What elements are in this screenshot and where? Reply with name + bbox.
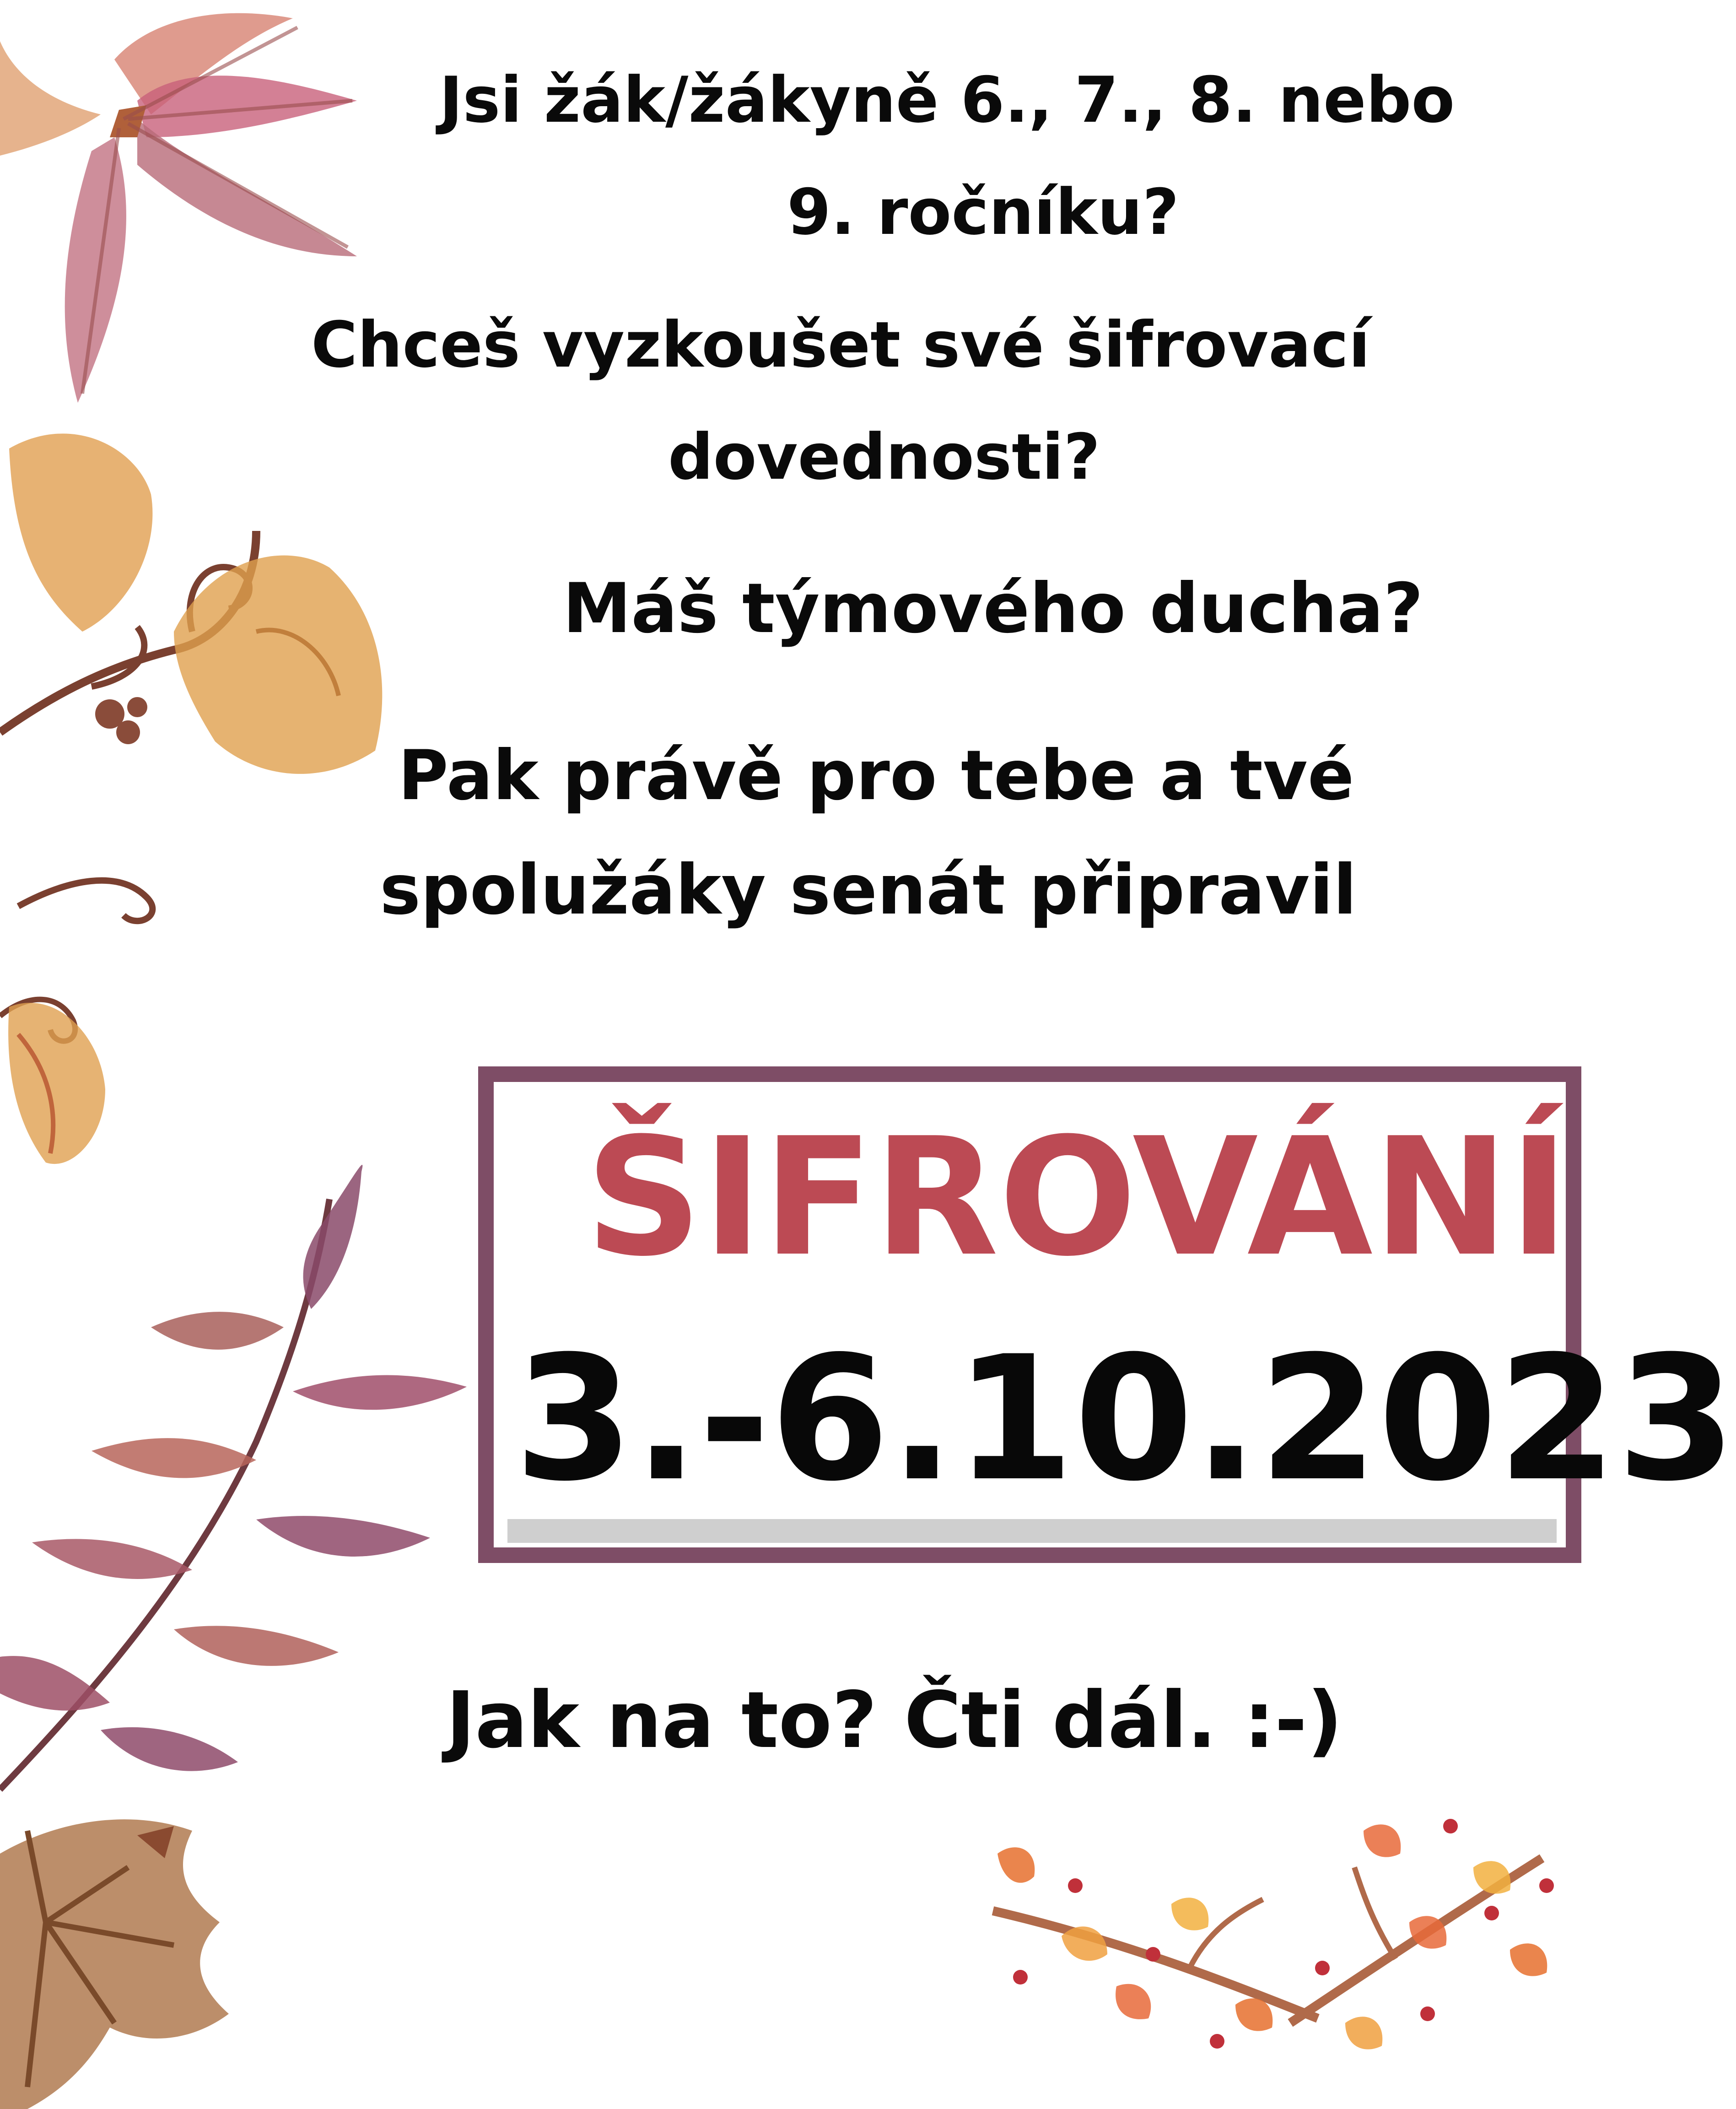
event-date: 3.-6.10.2023 <box>514 1319 1736 1519</box>
banner-shadow <box>507 1519 1557 1543</box>
event-title: ŠIFROVÁNÍ <box>585 1103 1569 1292</box>
ginkgo-branch-icon <box>0 433 382 1041</box>
intro-line-offer: Pak právě pro tebe a tvé <box>398 736 1354 816</box>
intro-line-grade-end: 9. ročníku? <box>787 175 1179 249</box>
maple-leaf-icon <box>0 1819 229 2109</box>
event-banner <box>478 1066 1736 1563</box>
intro-line-skills-end: dovednosti? <box>668 420 1100 494</box>
leafy-branch-icon <box>0 1165 467 1790</box>
autumn-leaf-icon <box>8 1003 105 1164</box>
intro-line-skills: Chceš vyzkoušet své šifrovací <box>311 308 1370 382</box>
intro-line-offer-end: spolužáky senát připravil <box>380 850 1357 930</box>
berry-garland-icon <box>993 1819 1554 2050</box>
call-to-action: Jak na to? Čti dál. :-) <box>446 1675 1343 1766</box>
intro-line-team: Máš týmového ducha? <box>563 569 1423 649</box>
intro-line-grade: Jsi žák/žákyně 6., 7., 8. nebo <box>439 63 1455 137</box>
autumn-leaf-icon <box>0 13 357 403</box>
